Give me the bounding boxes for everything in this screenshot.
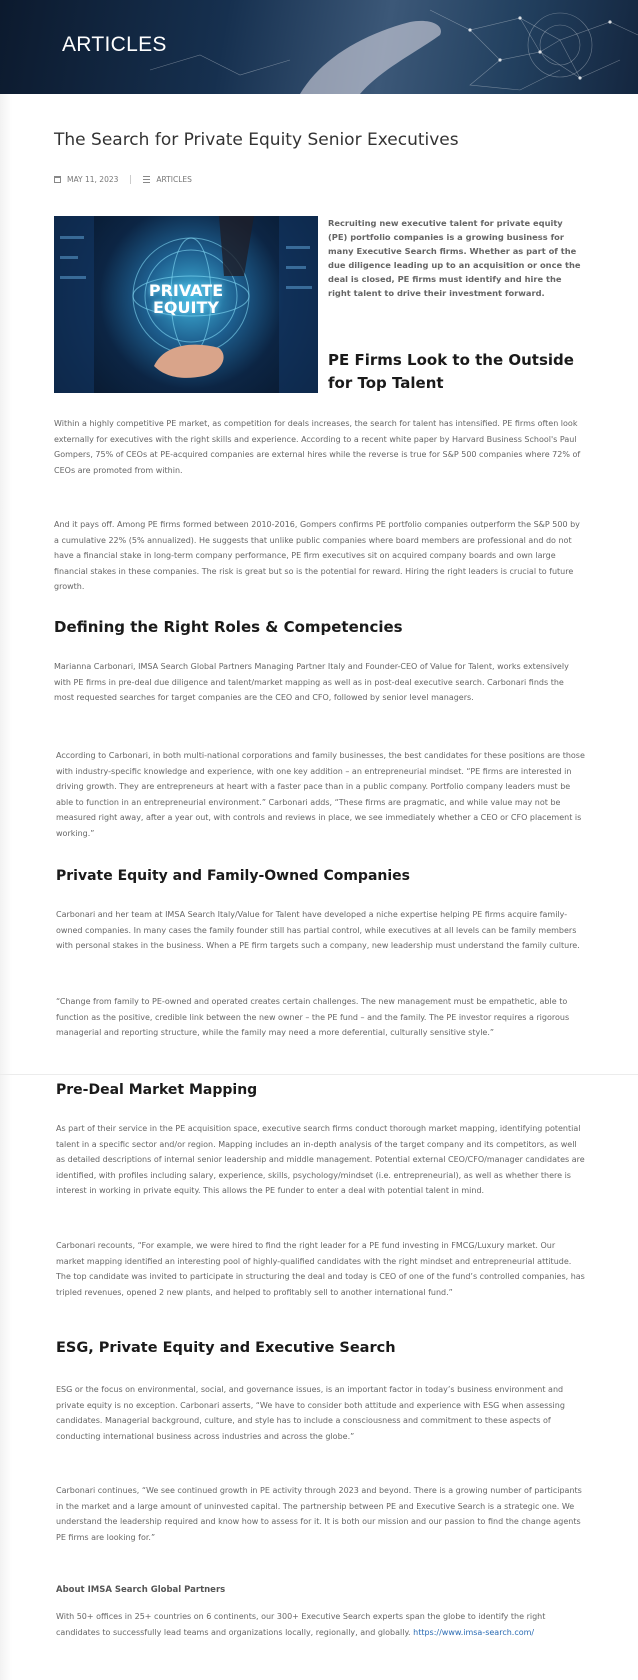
section-heading-roles: Defining the Right Roles & Competencies <box>54 618 403 636</box>
section-heading-family-owned: Private Equity and Family-Owned Companies <box>56 868 410 884</box>
article-intro: Recruiting new executive talent for private equity (PE) portfolio companies is a growing business for many Executive Search firms. Whether as part of the due diligence leading up to an acquisition or once the deal is closed, PE firms must identify and hire the right talent to drive their investment forward. <box>328 218 581 298</box>
paragraph-9: ESG or the focus on environmental, social, and governance issues, is an important factor in today’s business environment and private equity is no exception. Carbonari asserts, “We have to consider both attitude and experience with ESG when assessing candidates. Managerial background, culture, and style has to include a consciousness and commitment to these aspects of conducting international business across industries and across the globe.” <box>56 1385 565 1441</box>
article-category-link[interactable]: ARTICLES <box>156 175 192 184</box>
paragraph-6: “Change from family to PE-owned and operated creates certain challenges. The new management must be empathetic, able to function as the positive, credible link between the new owner – the PE fund – and the family. The PE investor requires a rigorous managerial and reporting structure, while the family may need a more deferential, culturally sensitive style.” <box>56 997 570 1037</box>
paragraph-1: Within a highly competitive PE market, as competition for deals increases, the search for talent has intensified. PE firms often look externally for executives with the right skills and experience. According to a recent white paper by Harvard Business School's Paul Gompers, 75% of CEOs at PE-acquired companies are external hires while the reverse is true for S&P 500 companies where 72% of CEOs are promoted from within. <box>54 419 581 475</box>
article-title: The Search for Private Equity Senior Executives <box>54 130 459 150</box>
paragraph-4: According to Carbonari, in both multi-national corporations and family businesses, the best candidates for these positions are those with industry-specific knowledge and experience, with one key addition – an entrepreneurial mindset. “PE firms are interested in driving growth. They are entrepreneurs at heart with a faster pace than in a public company. Portfolio company leaders must be able to function in an entrepreneurial environment.” Carbonari adds, “These firms are pragmatic, and while value may not be measured right away, after a year out, with controls and reviews in place, we see immediately whether a CEO or CFO placement is working.” <box>56 751 585 838</box>
hero-text-line-1: PRIVATE <box>148 281 224 300</box>
article-date: MAY 11, 2023 <box>67 175 119 184</box>
about-heading: About IMSA Search Global Partners <box>56 1585 226 1595</box>
paragraph-8: Carbonari recounts, “For example, we were hired to find the right leader for a PE fund investing in FMCG/Luxury market. Our market mapping identified an interesting pool of highly-qualified candidates with the right mindset and entrepreneurial attitude. The top candidate was invited to participate in structuring the deal and today is CEO of one of the fund’s controlled companies, has tripled revenues, opened 2 new plants, and helped to profitably sell to another international fund.” <box>56 1241 585 1297</box>
paragraph-7: As part of their service in the PE acquisition space, executive search firms conduct thorough market mapping, identifying potential talent in a specific sector and/or region. Mapping includes an in-depth analysis of the target company and its competitors, as well as detailed descriptions of internal senior leadership and middle management. Potential external CEO/CFO/manager candidates are identified, with profiles including salary, experience, skills, psychology/mindset (i.e. entrepreneurial), as well as whether there is interest in working in private equity. This allows the PE funder to enter a deal with potential talent in mind. <box>56 1124 585 1195</box>
page-banner <box>0 0 638 94</box>
section-heading-esg: ESG, Private Equity and Executive Search <box>56 1340 396 1356</box>
about-paragraph <box>56 1609 586 1640</box>
paragraph-5: Carbonari and her team at IMSA Search Italy/Value for Talent have developed a niche expertise helping PE firms acquire family-owned companies. In many cases the family founder still has partial control, while executives at all levels can be family members with personal stakes in the business. When a PE firm targets such a company, new leadership must understand the family culture. <box>56 910 580 950</box>
meta-divider <box>130 175 131 184</box>
paragraph-2: And it pays off. Among PE firms formed between 2010-2016, Gompers confirms PE portfolio companies outperform the S&P 500 by a cumulative 22% (5% annualized). He suggests that unlike public companies where board members are professional and do not have a financial stake in long-term company performance, PE firm executives sit on acquired company boards and own large financial stakes in these companies. The risk is great but so is the potential for reward. Hiring the right leaders is crucial to future growth. <box>54 520 580 591</box>
paragraph-3: Marianna Carbonari, IMSA Search Global Partners Managing Partner Italy and Founder-CEO of Value for Talent, works extensively with PE firms in pre-deal due diligence and talent/market mapping as well as in post-deal executive search. Carbonari finds the most requested searches for target companies are the CEO and CFO, followed by senior level managers. <box>54 662 569 702</box>
hero-text-line-2: EQUITY <box>153 298 219 317</box>
category-icon <box>143 176 150 183</box>
left-shadow <box>0 94 12 1680</box>
banner-title: ARTICLES <box>62 33 167 56</box>
article-meta <box>54 175 192 184</box>
divider <box>0 1074 638 1075</box>
paragraph-10: Carbonari continues, “We see continued growth in PE activity through 2023 and beyond. There is a growing number of participants in the market and a large amount of uninvested capital. The partnership between PE and Executive Search is a strategic one. We understand the leadership required and know how to assess for it. It is both our mission and our passion to find the change agents PE firms are looking for.” <box>56 1486 582 1542</box>
about-text: With 50+ offices in 25+ countries on 6 continents, our 300+ Executive Search experts span the globe to identify the right candidates to successfully lead teams and organizations locally, regionally, and globally. <box>56 1612 546 1637</box>
calendar-icon <box>54 176 61 183</box>
hero-image-text <box>54 282 318 316</box>
section-heading-outside-talent: PE Firms Look to the Outside for Top Talent <box>328 351 574 392</box>
section-heading-market-mapping: Pre-Deal Market Mapping <box>56 1082 258 1098</box>
imsa-website-link[interactable]: https://www.imsa-search.com/ <box>413 1627 535 1637</box>
hero-image <box>54 216 318 393</box>
